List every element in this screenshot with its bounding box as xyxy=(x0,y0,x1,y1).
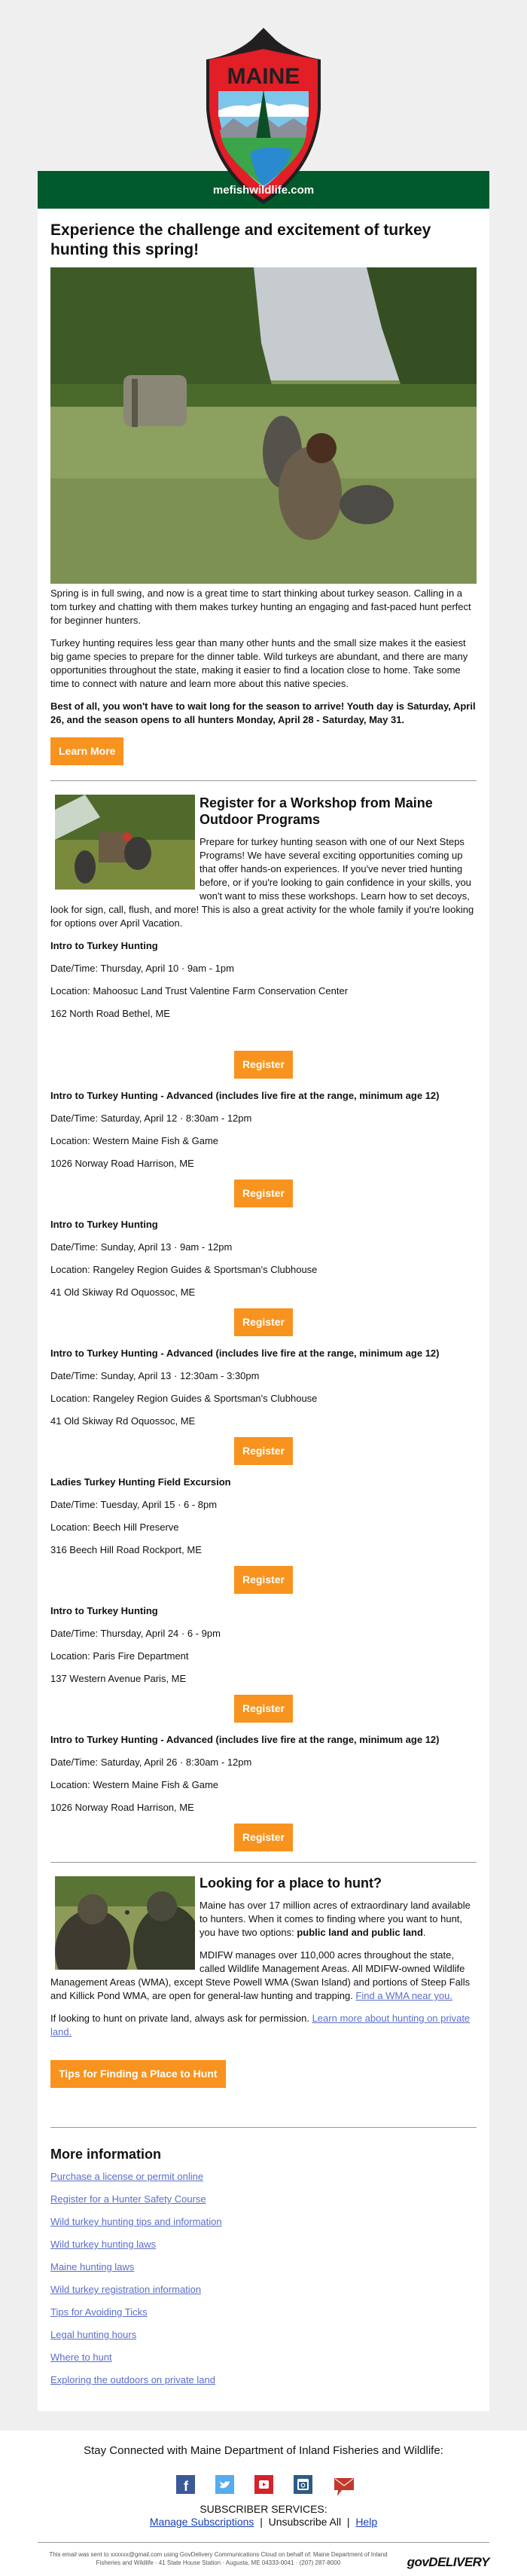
intro-paragraph-2: Turkey hunting requires less gear than many other hunts and the small size makes it the easiest big game species to prepare for the dinner table. Wild turkeys are abundant, and there are many opportunities throughout the state, making it easier to find a location close to home. Take some time to connect with nature and learn more about this native species. xyxy=(50,637,468,689)
register-button[interactable]: Register xyxy=(234,1180,293,1207)
event-location: Location: Western Maine Fish & Game xyxy=(50,1135,219,1146)
register-button[interactable]: Register xyxy=(234,1051,293,1079)
link-maine-laws[interactable]: Maine hunting laws xyxy=(50,2261,135,2272)
twitter-icon[interactable] xyxy=(215,2475,234,2494)
place-paragraph-3: If looking to hunt on private land, always ask for permission. Learn more about hunting on private land. xyxy=(50,2013,471,2037)
more-info-links xyxy=(50,2170,477,2387)
register-button[interactable]: Register xyxy=(234,1308,293,1336)
event-datetime: Date/Time: Thursday, April 24 · 6 - 9pm xyxy=(50,1628,221,1639)
link-turkey-registration[interactable]: Wild turkey registration information xyxy=(50,2284,202,2295)
learn-more-button[interactable]: Learn More xyxy=(50,737,123,765)
place-section xyxy=(50,1873,477,2088)
subscriber-label: SUBSCRIBER SERVICES: xyxy=(200,2503,327,2515)
event-location: Location: Rangeley Region Guides & Sportsman's Clubhouse xyxy=(50,1393,318,1404)
event-datetime: Date/Time: Saturday, April 26 · 8:30am - 12pm xyxy=(50,1757,252,1768)
link-turkey-tips[interactable]: Wild turkey hunting tips and information xyxy=(50,2216,222,2227)
email-container xyxy=(38,171,489,2411)
help-link[interactable]: Help xyxy=(355,2516,378,2528)
more-info-section xyxy=(50,2146,477,2387)
link-private-land[interactable]: Exploring the outdoors on private land xyxy=(50,2374,215,2385)
place-paragraph-2: MDIFW manages over 110,000 acres throughout the state, called Wildlife Management Areas. All MDIFW-owned Wildlife Management Areas (WMA), except Steve Powell WMA (Swan Island) and portions of Steep Falls and Killick Pond WMA, are open for general-law hunting and trapping. Find a WMA near you. xyxy=(50,1949,471,2001)
link-purchase-license[interactable]: Purchase a license or permit online xyxy=(50,2171,204,2182)
event-location: Location: Paris Fire Department xyxy=(50,1650,189,1662)
unsubscribe-all-link[interactable]: Unsubscribe All xyxy=(268,2516,342,2528)
social-icons xyxy=(0,2475,527,2494)
event-address: 41 Old Skiway Rd Oquossoc, ME xyxy=(50,1286,196,1298)
event-title: Intro to Turkey Hunting - Advanced (includes live fire at the range, minimum age 12) xyxy=(50,1734,440,1745)
facebook-icon[interactable] xyxy=(176,2475,195,2494)
event-datetime: Date/Time: Tuesday, April 15 · 6 - 8pm xyxy=(50,1499,218,1510)
workshop-description: Prepare for turkey hunting season with one of our Next Steps Programs! We have several exciting opportunities coming up that offer hands-on experiences. If you've never tried hunting before, or if you're looking to gain confidence in your skills, you won't want to miss these workshops. Learn how to set decoys, look for sign, call, flush, and more! This is also a great activity for the whole family if you're looking for options over April Vacation. xyxy=(50,836,474,929)
stay-connected-text: Stay Connected with Maine Department of Inland Fisheries and Wildlife: xyxy=(84,2444,443,2457)
email-icon[interactable] xyxy=(333,2475,352,2494)
youtube-icon[interactable] xyxy=(254,2475,273,2494)
event-title: Intro to Turkey Hunting - Advanced (includes live fire at the range, minimum age 12) xyxy=(50,1090,440,1101)
event-4 xyxy=(50,1347,477,1465)
event-5 xyxy=(50,1476,477,1594)
divider xyxy=(50,780,477,781)
place-title: Looking for a place to hunt? xyxy=(200,1876,382,1891)
footer xyxy=(0,2431,527,2576)
event-datetime: Date/Time: Sunday, April 13 · 9am - 12pm xyxy=(50,1241,233,1253)
event-address: 1026 Norway Road Harrison, ME xyxy=(50,1802,194,1813)
event-title: Intro to Turkey Hunting xyxy=(50,940,158,951)
event-6 xyxy=(50,1604,477,1723)
event-address: 162 North Road Bethel, ME xyxy=(50,1008,170,1019)
hunters-image xyxy=(55,1876,195,1970)
event-datetime: Date/Time: Thursday, April 10 · 9am - 1pm xyxy=(50,963,234,974)
link-where-to-hunt[interactable]: Where to hunt xyxy=(50,2352,112,2363)
event-title: Intro to Turkey Hunting xyxy=(50,1605,158,1616)
divider xyxy=(50,1862,477,1863)
register-button[interactable]: Register xyxy=(234,1695,293,1723)
fine-print xyxy=(38,2542,489,2576)
more-info-title: More information xyxy=(50,2147,161,2162)
register-button[interactable]: Register xyxy=(234,1566,293,1594)
event-location: Location: Mahoosuc Land Trust Valentine Farm Conservation Center xyxy=(50,985,349,997)
link-legal-hours[interactable]: Legal hunting hours xyxy=(50,2329,137,2340)
subscriber-services: SUBSCRIBER SERVICES: Manage Subscriptions | Unsubscribe All | Help xyxy=(0,2503,527,2529)
event-address: 316 Beech Hill Road Rockport, ME xyxy=(50,1544,202,1555)
place-paragraph-1: Maine has over 17 million acres of extraordinary land available to hunters. When it comes to finding where you want to hunt, you have two options: public land and public land. xyxy=(200,1900,471,1938)
hero-image xyxy=(50,267,477,584)
fine-print-text: This email was sent to xxxxxx@gmail.com using GovDelivery Communications Cloud on behalf of: Maine Department of Inland Fisheries and Wildlife · 41 State House Station · Augusta, ME 04333-0041 · (207) 287-8000 xyxy=(49,2551,388,2566)
svg-text:MAINE: MAINE xyxy=(227,64,300,89)
govdelivery-logo[interactable]: govDELIVERY xyxy=(407,2555,489,2569)
tips-finding-place-button[interactable]: Tips for Finding a Place to Hunt xyxy=(50,2060,226,2088)
event-address: 41 Old Skiway Rd Oquossoc, ME xyxy=(50,1415,196,1427)
link-hunter-safety[interactable]: Register for a Hunter Safety Course xyxy=(50,2193,206,2205)
intro-title: Experience the challenge and excitement of turkey hunting this spring! xyxy=(50,221,431,258)
event-location: Location: Western Maine Fish & Game xyxy=(50,1779,219,1790)
event-7 xyxy=(50,1733,477,1851)
event-location: Location: Beech Hill Preserve xyxy=(50,1521,179,1533)
link-ticks[interactable]: Tips for Avoiding Ticks xyxy=(50,2306,148,2318)
season-dates-paragraph: Best of all, you won't have to wait long for the season to arrive! Youth day is Saturday, April 26, and the season opens to all hunters Monday, April 28 - Saturday, May 31. xyxy=(50,700,476,725)
mdifw-logo[interactable] xyxy=(203,26,324,207)
event-datetime: Date/Time: Saturday, April 12 · 8:30am - 12pm xyxy=(50,1113,252,1124)
find-wma-link[interactable]: Find a WMA near you. xyxy=(355,1990,453,2001)
logo-area xyxy=(0,0,527,171)
register-button[interactable]: Register xyxy=(234,1824,293,1851)
event-title: Intro to Turkey Hunting - Advanced (includes live fire at the range, minimum age 12) xyxy=(50,1348,440,1359)
svg-text:f: f xyxy=(183,2479,188,2494)
register-button[interactable]: Register xyxy=(234,1437,293,1465)
event-2 xyxy=(50,1089,477,1207)
divider xyxy=(50,2127,477,2128)
event-location: Location: Rangeley Region Guides & Sportsman's Clubhouse xyxy=(50,1264,318,1275)
workshop-section xyxy=(50,792,477,1851)
manage-subscriptions-link[interactable]: Manage Subscriptions xyxy=(149,2516,254,2528)
intro-paragraph-1: Spring is in full swing, and now is a great time to start thinking about turkey season. Calling in a tom turkey and chatting with them makes turkey hunting an engaging and fast-paced hunt perfect for beginner hunters. xyxy=(50,588,471,626)
event-3 xyxy=(50,1218,477,1336)
event-title: Intro to Turkey Hunting xyxy=(50,1219,158,1230)
private-land-link[interactable]: Learn more about hunting on private land. xyxy=(50,2013,471,2037)
event-address: 1026 Norway Road Harrison, ME xyxy=(50,1158,194,1169)
workshop-turkeys-image xyxy=(55,795,195,890)
event-address: 137 Western Avenue Paris, ME xyxy=(50,1673,187,1684)
event-datetime: Date/Time: Sunday, April 13 · 12:30am - 3:30pm xyxy=(50,1370,260,1381)
workshop-title: Register for a Workshop from Maine Outdoor Programs xyxy=(200,795,433,827)
link-turkey-laws[interactable]: Wild turkey hunting laws xyxy=(50,2239,157,2250)
event-title: Ladies Turkey Hunting Field Excursion xyxy=(50,1476,231,1488)
site-url-link[interactable]: mefishwildlife.com xyxy=(212,183,315,197)
event-1 xyxy=(50,939,477,1079)
instagram-icon[interactable] xyxy=(294,2475,312,2494)
